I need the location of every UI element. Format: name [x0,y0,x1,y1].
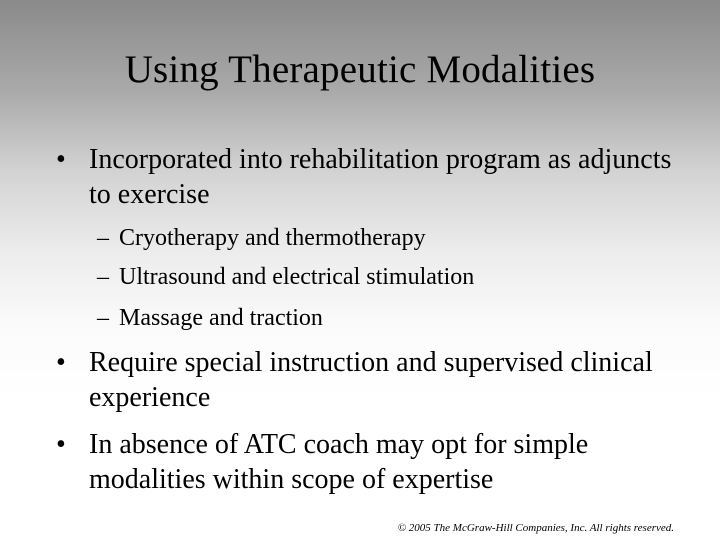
bullet-text: Incorporated into rehabilitation program as adjuncts to exercise [89,144,672,210]
sub-bullet-text: Massage and traction [119,305,323,331]
sub-bullet-item [97,303,697,333]
sub-bullet-text: Cryotherapy and thermotherapy [119,225,426,251]
bullet-text: Require special instruction and supervised clinical experience [89,347,653,413]
bullet-marker: • [56,429,66,460]
bullet-marker: • [56,347,66,378]
bullet-item [56,345,696,415]
bullet-text: In absence of ATC coach may opt for simple modalities within scope of expertise [89,429,589,495]
sub-bullet-marker: – [97,264,109,290]
bullet-item [56,142,696,212]
sub-bullet-marker: – [97,225,109,251]
sub-bullet-item [97,223,697,253]
bullet-item [56,427,696,497]
copyright-notice: © 2005 The McGraw-Hill Companies, Inc. All rights reserved. [397,522,674,534]
sub-bullet-text: Ultrasound and electrical stimulation [119,264,475,290]
sub-bullet-item [97,262,697,292]
slide-title: Using Therapeutic Modalities [124,48,596,91]
sub-bullet-marker: – [97,305,109,331]
bullet-marker: • [56,144,66,175]
